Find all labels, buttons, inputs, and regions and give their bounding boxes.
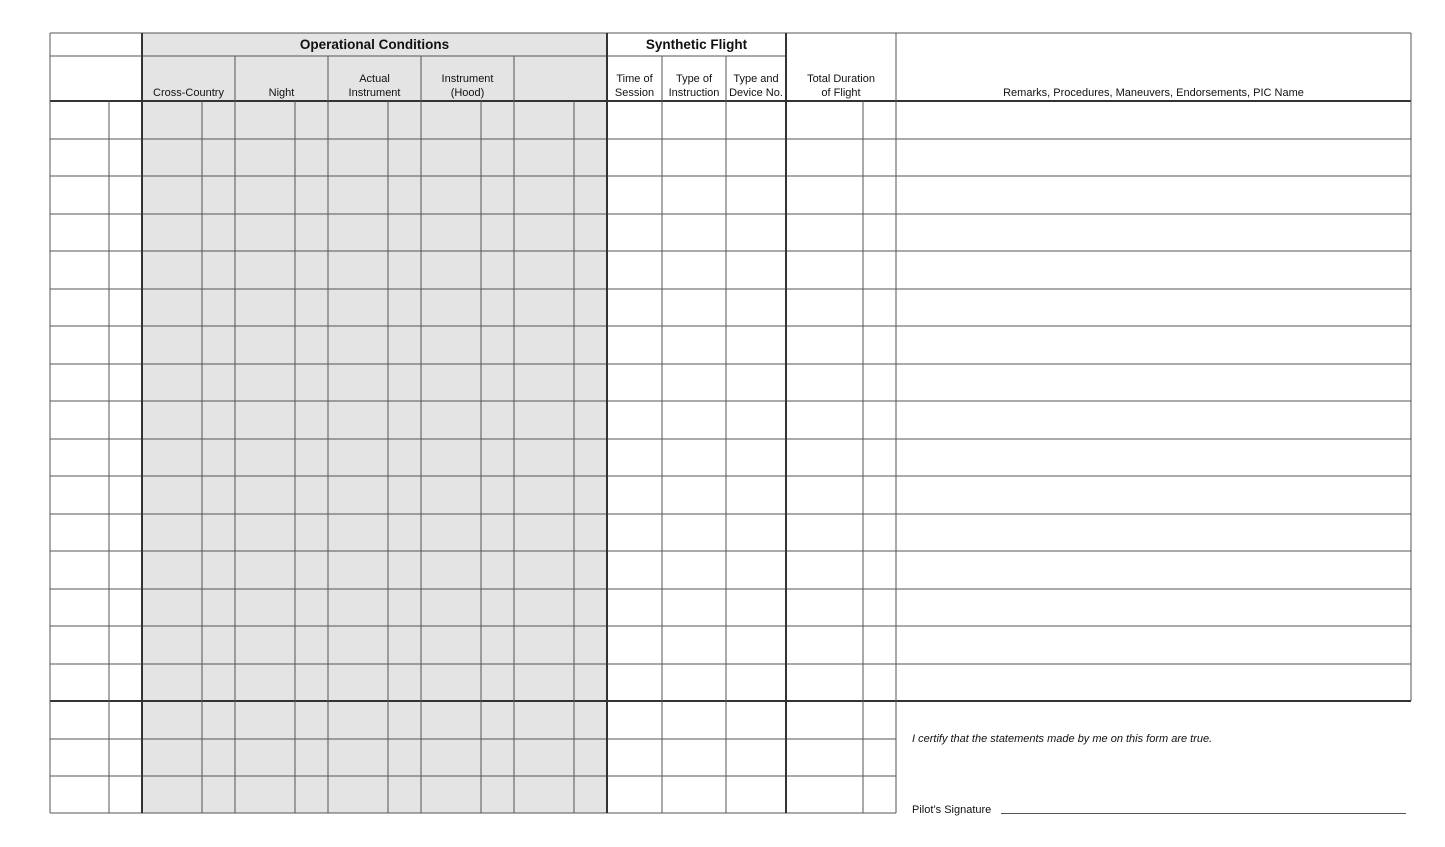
operational-conditions-title: Operational Conditions bbox=[299, 37, 450, 52]
header-total-duration: Total Duration of Flight bbox=[807, 73, 875, 99]
operational-conditions-shade bbox=[142, 33, 607, 813]
header-remarks: Remarks, Procedures, Maneuvers, Endorsements, PIC Name bbox=[1003, 87, 1304, 99]
synthetic-flight-title: Synthetic Flight bbox=[645, 37, 748, 52]
certification-statement: I certify that the statements made by me on this form are true. bbox=[912, 733, 1213, 745]
header-type-of-instruction: Type of Instruction bbox=[668, 73, 720, 99]
signature-line[interactable] bbox=[1001, 813, 1406, 814]
header-instrument-hood: Instrument (Hood) bbox=[441, 73, 494, 99]
header-time-of-session: Time of Session bbox=[614, 73, 655, 99]
signature-label: Pilot’s Signature bbox=[912, 804, 992, 816]
header-type-and-device: Type and Device No. bbox=[729, 73, 783, 99]
header-cross-country: Cross-Country bbox=[153, 87, 224, 99]
header-actual-instrument: Actual Instrument bbox=[348, 73, 401, 99]
header-night: Night bbox=[268, 87, 295, 99]
